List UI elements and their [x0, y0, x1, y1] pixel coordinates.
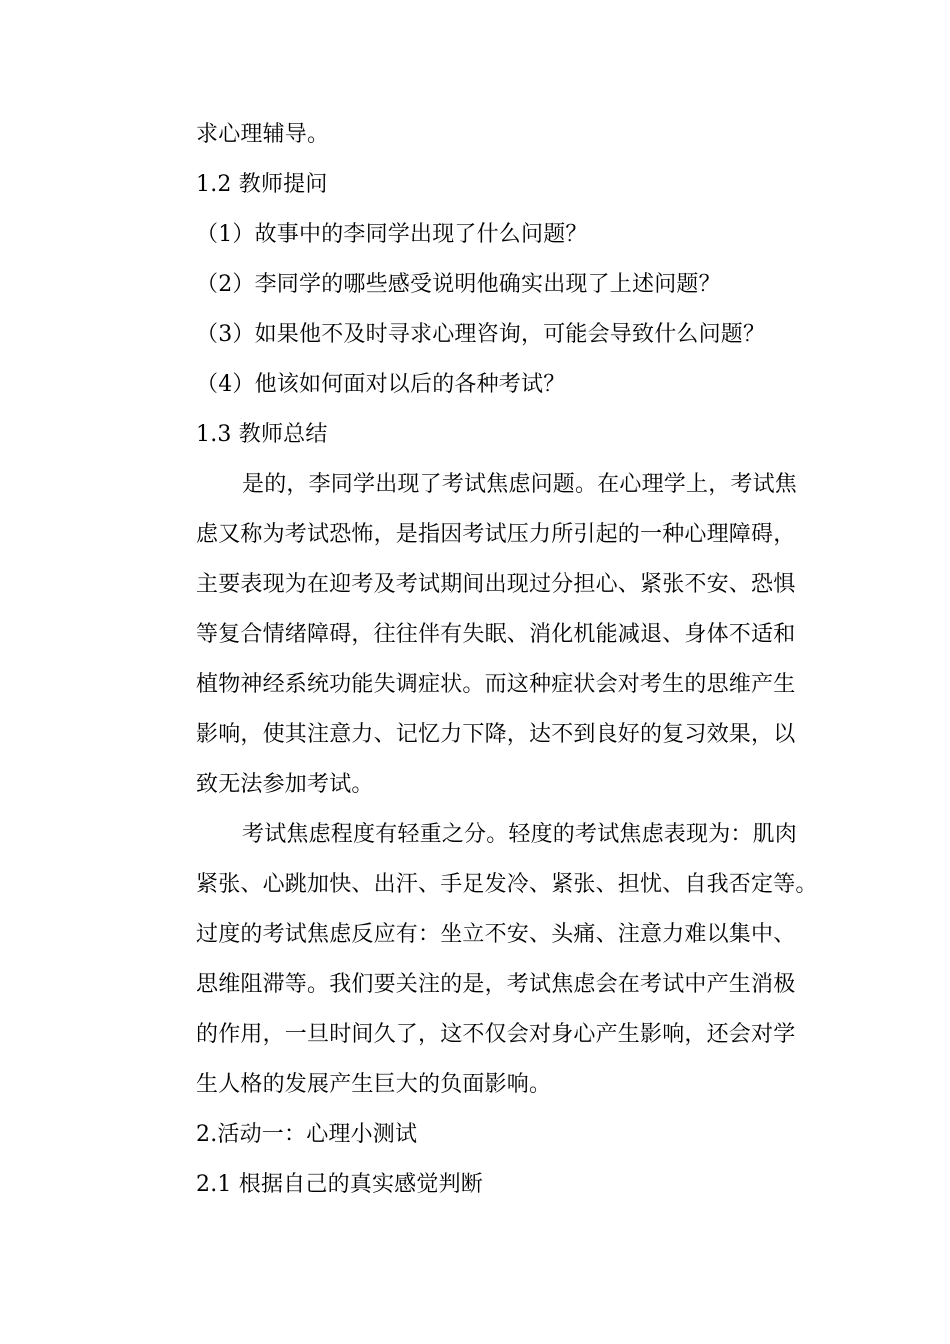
question-4: （4）他该如何面对以后的各种考试？ [196, 372, 566, 397]
section-heading-1-2: 1.2 教师提问 [196, 172, 328, 197]
section-heading-1-3: 1.3 教师总结 [196, 422, 328, 447]
paragraph-line: 主要表现为在迎考及考试期间出现过分担心、紧张不安、恐惧 [196, 572, 796, 597]
question-2: （2）李同学的哪些感受说明他确实出现了上述问题？ [196, 272, 721, 297]
paragraph-line: 致无法参加考试。 [196, 772, 374, 797]
paragraph-line: 等复合情绪障碍，往往伴有失眠、消化机能减退、身体不适和 [196, 622, 796, 647]
paragraph-line: 植物神经系统功能失调症状。而这种症状会对考生的思维产生 [196, 672, 796, 697]
paragraph-line: 虑又称为考试恐怖，是指因考试压力所引起的一种心理障碍， [196, 522, 796, 547]
question-1: （1）故事中的李同学出现了什么问题？ [196, 222, 588, 247]
paragraph-line: 求心理辅导。 [196, 122, 330, 147]
question-3: （3）如果他不及时寻求心理咨询，可能会导致什么问题？ [196, 322, 766, 347]
paragraph-line: 是的，李同学出现了考试焦虑问题。在心理学上，考试焦 [242, 472, 798, 497]
paragraph-line: 影响，使其注意力、记忆力下降，达不到良好的复习效果，以 [196, 722, 796, 747]
section-heading-2-1: 2.1 根据自己的真实感觉判断 [196, 1172, 483, 1197]
paragraph-line: 生人格的发展产生巨大的负面影响。 [196, 1072, 552, 1097]
section-heading-2: 2.活动一：心理小测试 [196, 1122, 418, 1147]
paragraph-line: 紧张、心跳加快、出汗、手足发冷、紧张、担忧、自我否定等。 [196, 872, 818, 897]
paragraph-line: 思维阻滞等。我们要关注的是，考试焦虑会在考试中产生消极 [196, 972, 796, 997]
paragraph-line: 考试焦虑程度有轻重之分。轻度的考试焦虑表现为：肌肉 [242, 822, 798, 847]
paragraph-line: 的作用，一旦时间久了，这不仅会对身心产生影响，还会对学 [196, 1022, 796, 1047]
paragraph-line: 过度的考试焦虑反应有：坐立不安、头痛、注意力难以集中、 [196, 922, 796, 947]
